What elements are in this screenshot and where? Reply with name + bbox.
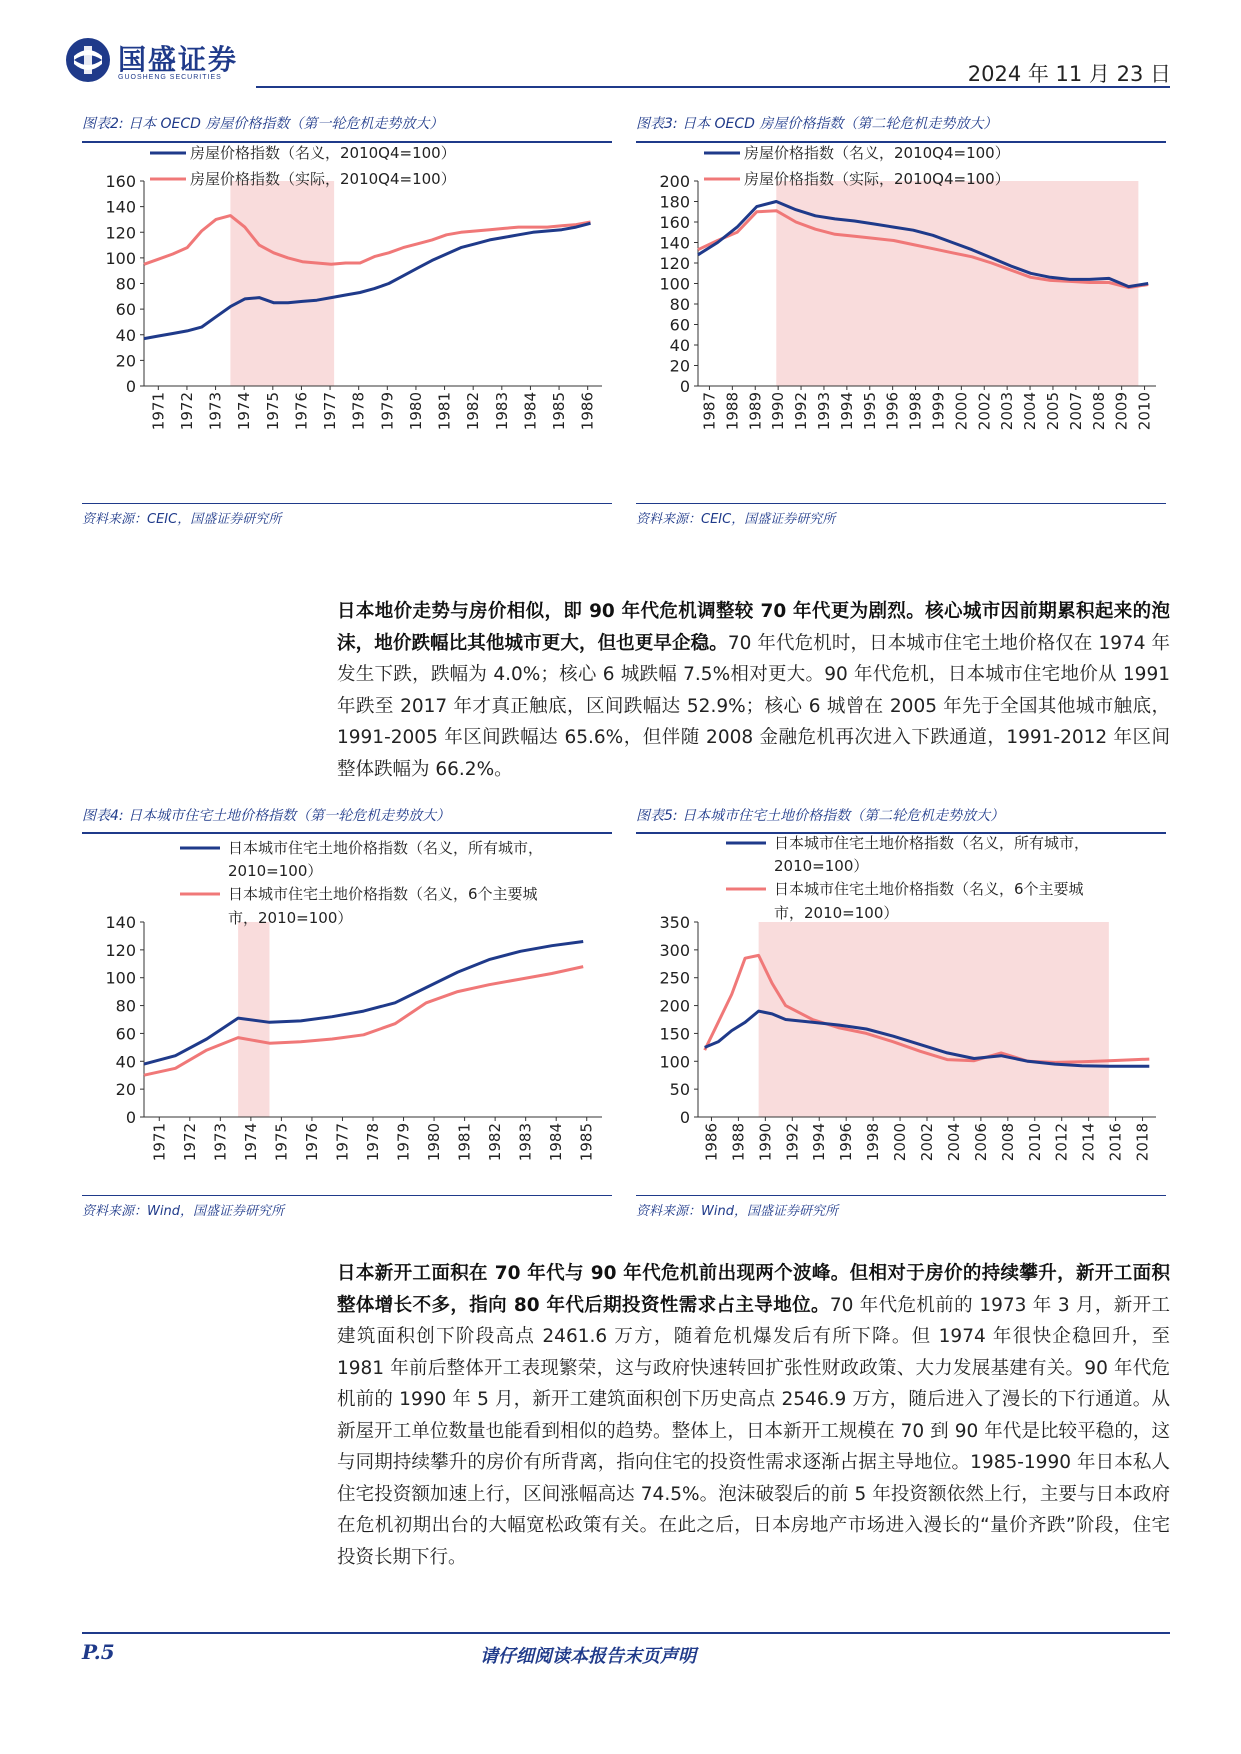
x-tick-label: 1975 — [272, 1123, 291, 1162]
chart3-top-rule — [636, 141, 1166, 143]
legend-nominal-label: 房屋价格指数（名义，2010Q4=100） — [744, 145, 1010, 162]
legend-real-label-2: 市，2010=100） — [228, 909, 353, 927]
x-tick-label: 1984 — [521, 392, 540, 431]
paragraph-1-body: 70 年代危机时，日本城市住宅土地价格仅在 1974 年发生下跌，跌幅为 4.0%；核心 6 城跌幅 7.5%相对更大。90 年代危机，日本城市住宅地价从 1991 年跌至 2017 年才真正触底，区间跌幅达 52.9%；核心 6 城曾在 2005 年先于全国其他城市触底，1991-2005 年区间跌幅达 65.6%，但伴随 2008 金融危机再次进入下跌通道，1991-2012 年区间整体跌幅为 66.2%。 — [337, 632, 1170, 780]
y-tick-label: 40 — [115, 1052, 136, 1072]
legend-real-label-2: 市，2010=100） — [774, 904, 899, 922]
x-tick-label: 1972 — [180, 1123, 199, 1162]
x-tick-label: 1974 — [241, 1123, 260, 1162]
legend-real-label: 日本城市住宅土地价格指数（名义，6个主要城 — [774, 880, 1084, 898]
x-tick-label: 2008 — [1089, 392, 1108, 431]
x-tick-label: 2000 — [891, 1123, 910, 1162]
x-tick-label: 1975 — [263, 392, 282, 431]
x-tick-label: 2005 — [1043, 392, 1062, 431]
y-tick-label: 100 — [659, 274, 690, 294]
x-tick-label: 1987 — [700, 392, 719, 431]
x-tick-label: 2000 — [952, 392, 971, 431]
y-tick-label: 80 — [115, 996, 136, 1016]
x-tick-label: 1986 — [578, 392, 597, 431]
x-tick-label: 1977 — [333, 1123, 352, 1162]
paragraph-2 — [337, 1258, 1170, 1573]
brand-name: 国盛证券 — [118, 43, 239, 76]
x-tick-label: 1983 — [516, 1123, 535, 1162]
x-tick-label: 1979 — [378, 392, 397, 431]
x-tick-label: 1982 — [486, 1123, 505, 1162]
y-tick-label: 80 — [115, 274, 136, 294]
x-tick-label: 2002 — [975, 392, 994, 431]
x-tick-label: 1971 — [149, 392, 168, 431]
y-tick-label: 120 — [659, 254, 690, 273]
x-tick-label: 2010 — [1025, 1123, 1044, 1162]
chart5-title: 图表5: 日本城市住宅土地价格指数（第二轮危机走势放大） — [636, 808, 1005, 824]
legend-nominal-label-2: 2010=100） — [774, 857, 869, 875]
x-tick-label: 1978 — [364, 1123, 382, 1162]
x-tick-label: 1990 — [769, 392, 788, 431]
x-tick-label: 1992 — [792, 392, 811, 431]
chart2-source: 资料来源：CEIC，国盛证券研究所 — [82, 512, 282, 527]
x-tick-label: 1981 — [455, 1123, 474, 1162]
chart4-source: 资料来源：Wind，国盛证券研究所 — [82, 1204, 284, 1219]
x-tick-label: 2010 — [1135, 392, 1154, 431]
page-number: P.5 — [82, 1640, 115, 1664]
legend-nominal-label: 日本城市住宅土地价格指数（名义，所有城市， — [774, 834, 1090, 852]
x-tick-label: 1980 — [425, 1123, 444, 1162]
y-tick-label: 200 — [659, 996, 690, 1016]
brand-logo-icon — [64, 36, 112, 84]
x-tick-label: 1980 — [406, 392, 425, 431]
chart4-title: 图表4: 日本城市住宅土地价格指数（第一轮危机走势放大） — [82, 808, 451, 824]
x-tick-label: 1986 — [702, 1123, 721, 1162]
paragraph-1-lead: 日本地价走势与房价相似，即 90 年代危机调整较 70 年代更为剧烈。核心城市因前期累积起来的泡沫，地价跌幅比其他城市更大，但也更早企稳。 — [337, 601, 1170, 654]
footer-rule — [82, 1632, 1170, 1634]
x-tick-label: 1978 — [349, 392, 368, 431]
chart2-bottom-rule — [82, 503, 612, 504]
chart4-bottom-rule — [82, 1195, 612, 1196]
legend-nominal-label-2: 2010=100） — [228, 862, 323, 880]
x-tick-label: 1984 — [547, 1123, 566, 1162]
y-tick-label: 20 — [115, 1080, 136, 1100]
x-tick-label: 1971 — [150, 1123, 169, 1162]
x-tick-label: 1982 — [464, 392, 483, 431]
x-tick-label: 1994 — [810, 1123, 829, 1162]
x-tick-label: 2014 — [1079, 1123, 1098, 1162]
x-tick-label: 1988 — [729, 1123, 748, 1162]
x-tick-label: 1973 — [211, 1123, 230, 1162]
y-tick-label: 80 — [669, 295, 690, 314]
legend-nominal-label: 日本城市住宅土地价格指数（名义，所有城市， — [228, 839, 544, 857]
x-tick-label: 2006 — [971, 1123, 990, 1162]
x-tick-label: 1996 — [837, 1123, 856, 1162]
legend-block — [688, 833, 1128, 923]
x-tick-label: 2004 — [944, 1123, 963, 1162]
y-tick-label: 0 — [679, 377, 690, 396]
legend-block — [142, 838, 582, 928]
x-tick-label: 1976 — [302, 1123, 321, 1162]
y-tick-label: 100 — [659, 1052, 690, 1072]
legend-real-label: 房屋价格指数（实际，2010Q4=100） — [190, 170, 456, 188]
x-tick-label: 1996 — [883, 392, 902, 431]
x-tick-label: 1977 — [321, 392, 340, 431]
y-tick-label: 20 — [115, 351, 136, 371]
y-tick-label: 60 — [669, 315, 690, 335]
y-tick-label: 60 — [115, 300, 136, 320]
x-tick-label: 1992 — [783, 1123, 802, 1162]
chart3-source: 资料来源：CEIC，国盛证券研究所 — [636, 512, 836, 527]
x-tick-label: 2009 — [1112, 392, 1131, 431]
x-tick-label: 1973 — [206, 392, 225, 431]
x-tick-label: 1999 — [929, 392, 948, 431]
y-tick-label: 140 — [105, 913, 136, 932]
y-tick-label: 120 — [105, 223, 136, 243]
chart5-bottom-rule — [636, 1195, 1166, 1196]
x-tick-label: 1976 — [292, 392, 311, 431]
paragraph-2-body: 70 年代危机前的 1973 年 3 月，新开工建筑面积创下阶段高点 2461.6 万方，随着危机爆发后有所下降。但 1974 年很快企稳回升，至 1981 年前后整体开工表现繁荣，这与政府快速转回扩张性财政政策、大力发展基建有关。90 年代危机前的 1990 年 5 月，新开工建筑面积创下历史高点 2546.9 万方，随后进入了漫长的下行通道。从新屋开工单位数量也能看到相似的趋势。整体上，日本新开工规模在 70 到 90 年代是比较平稳的，这与同期持续攀升的房价有所背离，指向住宅的投资性需求逐渐占据主导地位。1985-1990 年日本私人住宅投资额加速上行，区间涨幅高达 74.5%。泡沫破裂后的前 5 年投资额依然上行，主要与日本政府在危机初期出台的大幅宽松政策有关。在此之后，日本房地产市场进入漫长的“量价齐跌”阶段，住宅投资长期下行。 — [337, 1294, 1170, 1568]
series-nominal-line — [144, 223, 591, 338]
y-tick-label: 0 — [125, 377, 136, 396]
paragraph-1 — [337, 596, 1170, 785]
x-tick-label: 2008 — [998, 1123, 1017, 1162]
y-tick-label: 150 — [659, 1024, 690, 1044]
y-tick-label: 100 — [105, 248, 136, 268]
x-tick-label: 1985 — [577, 1123, 596, 1162]
x-tick-label: 1985 — [550, 392, 569, 431]
x-tick-label: 2018 — [1133, 1123, 1152, 1162]
x-tick-label: 1993 — [814, 392, 833, 431]
x-tick-label: 1974 — [235, 392, 254, 431]
chart2-top-rule — [82, 141, 612, 143]
x-tick-label: 1979 — [394, 1123, 413, 1162]
legend-nominal-label: 房屋价格指数（名义，2010Q4=100） — [190, 145, 456, 162]
y-tick-label: 250 — [659, 968, 690, 988]
y-tick-label: 0 — [125, 1108, 136, 1127]
paragraph-2-lead: 日本新开工面积在 70 年代与 90 年代危机前出现两个波峰。但相对于房价的持续攀升，新开工面积整体增长不多，指向 80 年代后期投资性需求占主导地位。 — [337, 1263, 1170, 1316]
x-tick-label: 1998 — [906, 392, 925, 431]
y-tick-label: 300 — [659, 940, 690, 960]
y-tick-label: 160 — [659, 213, 690, 232]
x-tick-label: 1988 — [723, 392, 742, 431]
y-tick-label: 60 — [115, 1024, 136, 1044]
x-tick-label: 2012 — [1052, 1123, 1071, 1162]
report-date: 2024 年 11 月 23 日 — [967, 62, 1171, 86]
y-tick-label: 140 — [659, 233, 690, 253]
y-tick-label: 120 — [105, 940, 136, 960]
y-tick-label: 50 — [669, 1080, 690, 1100]
y-tick-label: 0 — [679, 1108, 690, 1127]
x-tick-label: 1990 — [756, 1123, 775, 1162]
y-tick-label: 40 — [669, 336, 690, 355]
y-tick-label: 20 — [669, 356, 690, 376]
y-tick-label: 200 — [659, 172, 690, 191]
y-tick-label: 100 — [105, 968, 136, 988]
y-tick-label: 140 — [105, 197, 136, 217]
header-rule — [256, 86, 1170, 88]
chart2-title: 图表2: 日本 OECD 房屋价格指数（第一轮危机走势放大） — [82, 116, 444, 132]
x-tick-label: 1989 — [746, 392, 765, 431]
series-nominal-line — [144, 942, 583, 1065]
x-tick-label: 2016 — [1106, 1123, 1125, 1162]
x-tick-label: 2002 — [918, 1123, 936, 1162]
x-tick-label: 2004 — [1021, 392, 1040, 431]
footer-notice: 请仔细阅读本报告末页声明 — [480, 1646, 696, 1667]
crisis-shade — [230, 181, 334, 386]
x-tick-label: 1998 — [864, 1123, 883, 1162]
x-tick-label: 1994 — [837, 392, 856, 431]
y-tick-label: 350 — [659, 913, 690, 932]
chart5-source: 资料来源：Wind，国盛证券研究所 — [636, 1204, 838, 1219]
legend-real-label: 房屋价格指数（实际，2010Q4=100） — [744, 170, 1010, 188]
x-tick-label: 1981 — [435, 392, 454, 431]
x-tick-label: 2007 — [1066, 392, 1085, 431]
series-real-line — [144, 216, 591, 265]
x-tick-label: 1983 — [492, 392, 511, 431]
x-tick-label: 1972 — [177, 392, 196, 431]
chart3-figure — [636, 145, 1166, 500]
chart4-top-rule — [82, 832, 612, 834]
series-real-line — [144, 967, 583, 1076]
y-tick-label: 180 — [659, 192, 690, 212]
chart3-title: 图表3: 日本 OECD 房屋价格指数（第二轮危机走势放大） — [636, 116, 998, 132]
legend-real-label: 日本城市住宅土地价格指数（名义，6个主要城 — [228, 885, 538, 903]
chart2-figure — [82, 145, 612, 500]
x-tick-label: 1995 — [860, 392, 879, 431]
x-tick-label: 2003 — [998, 392, 1017, 431]
y-tick-label: 40 — [115, 325, 136, 345]
chart3-bottom-rule — [636, 503, 1166, 504]
brand-sub: GUOSHENG SECURITIES — [118, 74, 222, 81]
y-tick-label: 160 — [105, 172, 136, 191]
